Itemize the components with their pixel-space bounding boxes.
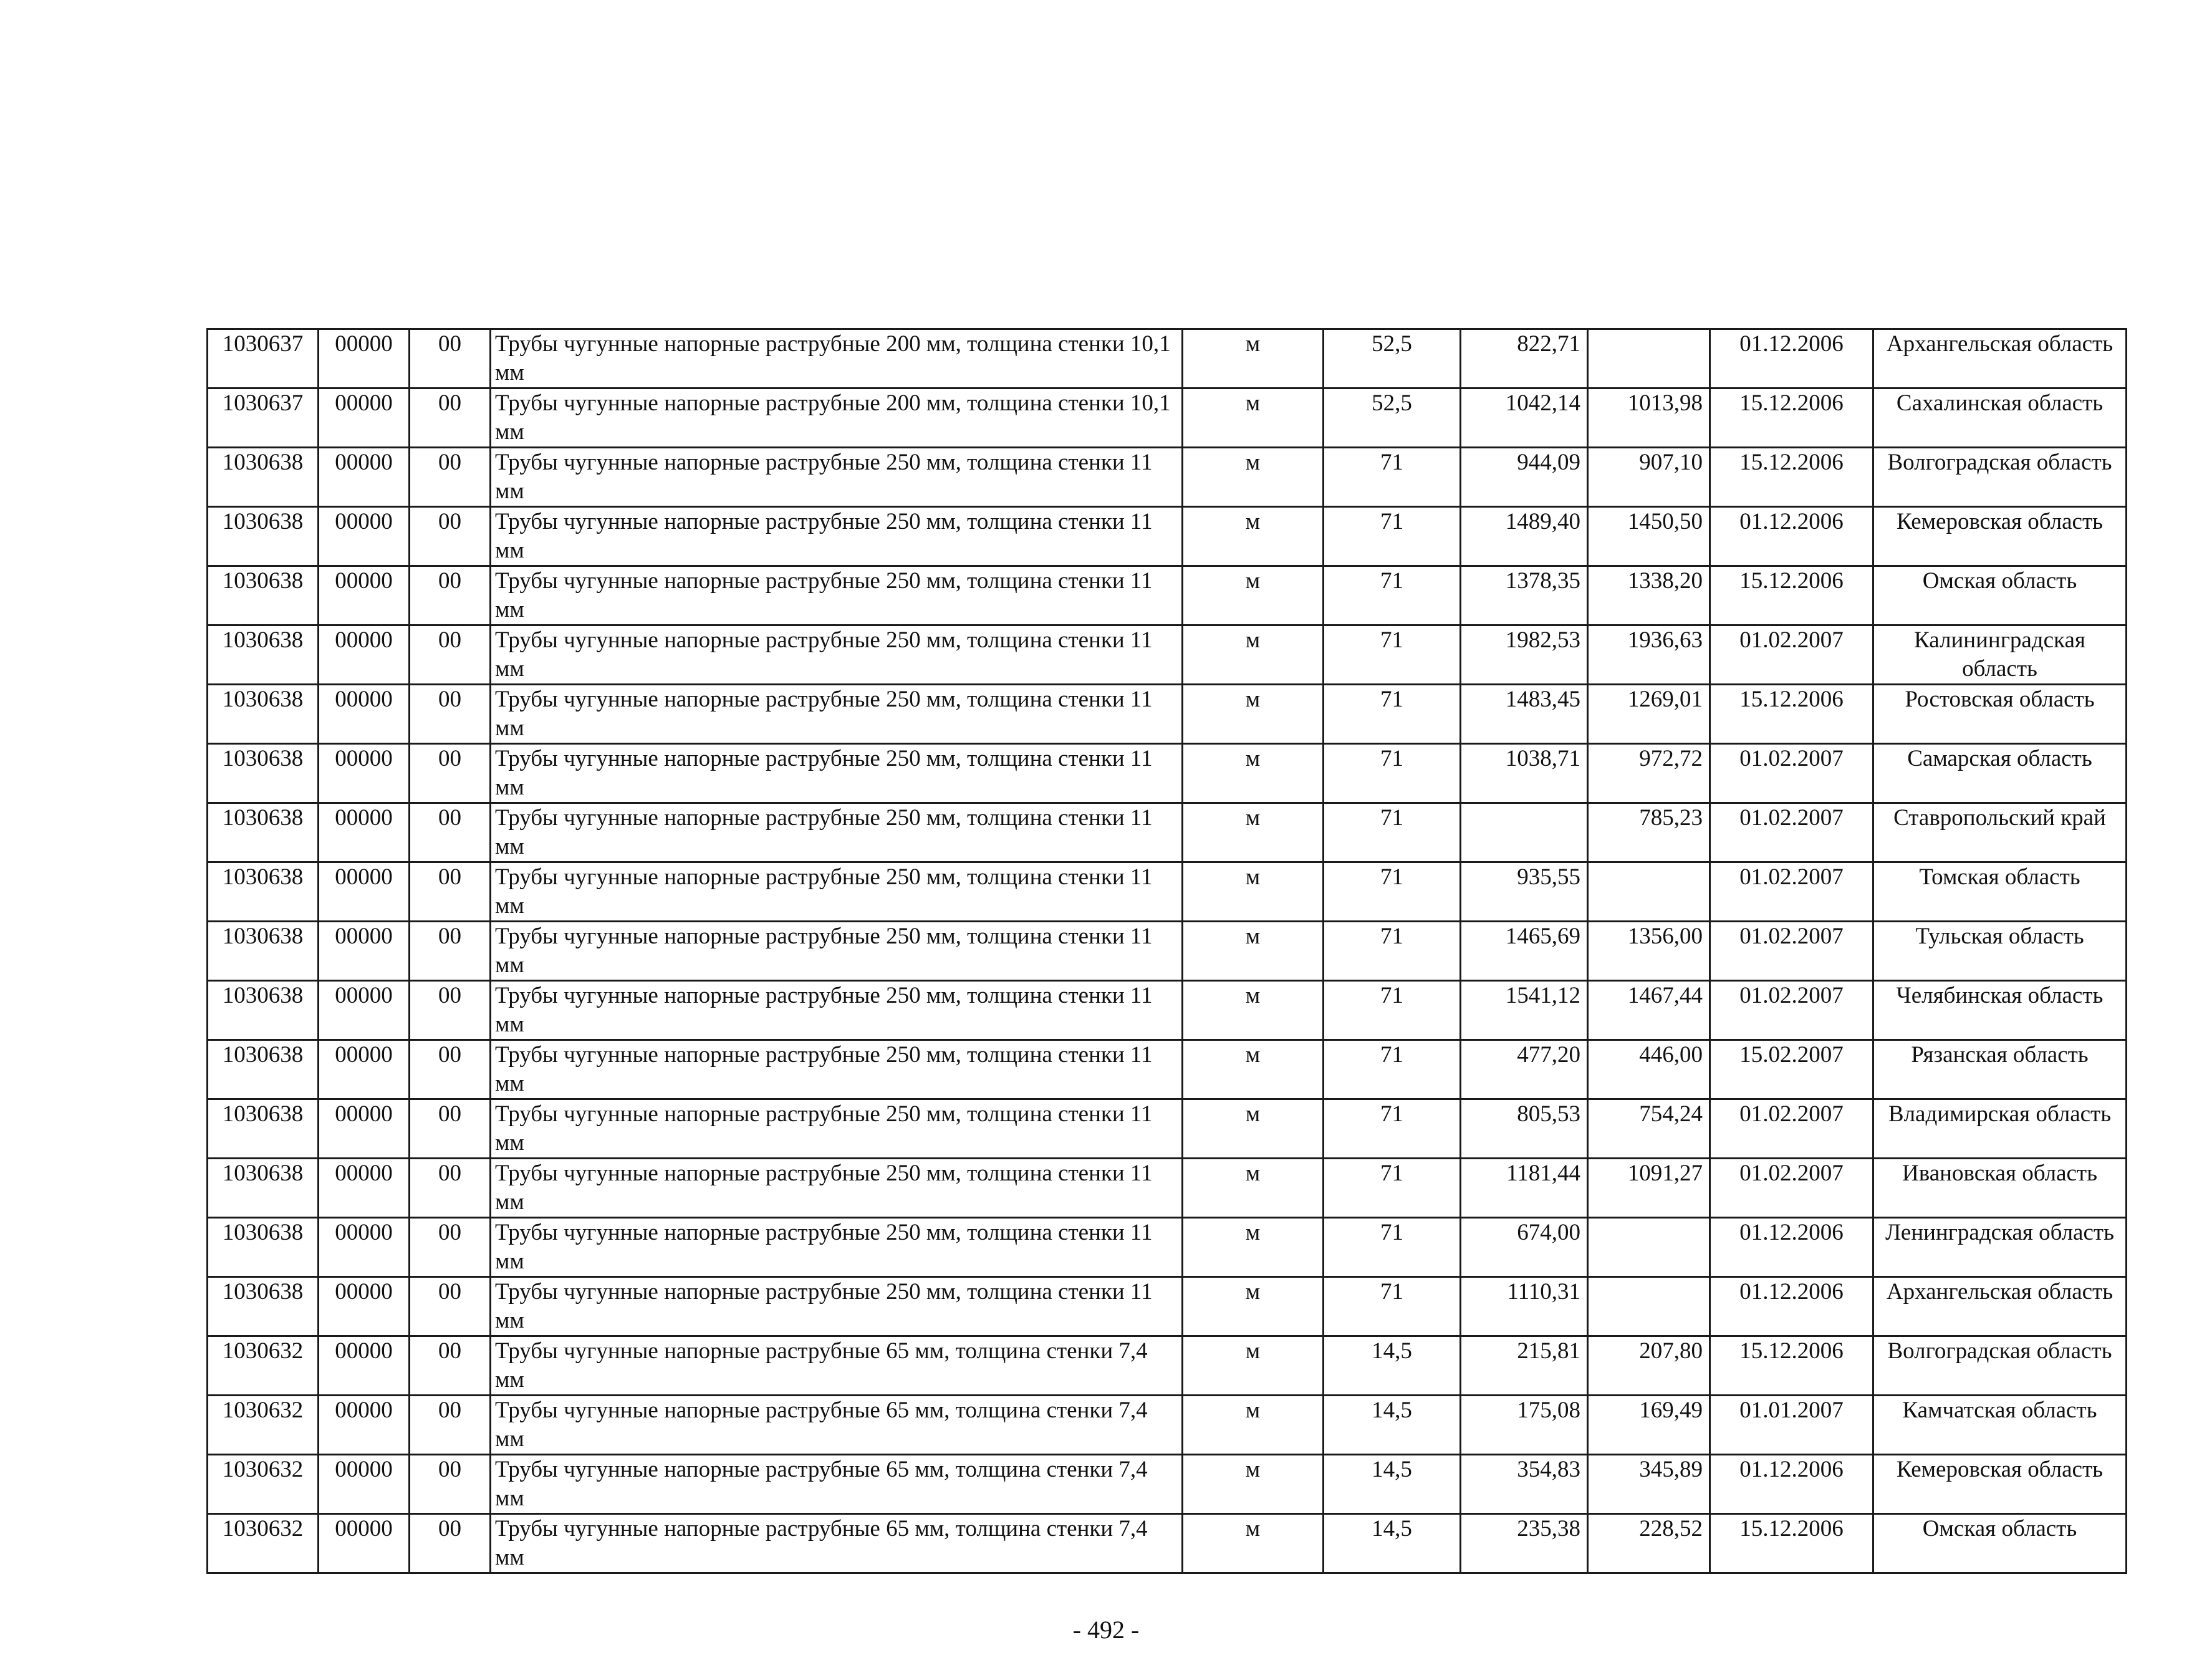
group-cell: 00 <box>410 1514 491 1573</box>
price-2-cell: 972,72 <box>1588 744 1710 803</box>
resource-name-cell: Трубы чугунные напорные раструбные 250 мм, толщина стенки 11 мм <box>491 981 1183 1040</box>
table-row <box>208 922 2127 981</box>
price-1-cell: 175,08 <box>1461 1396 1588 1455</box>
subcode-cell: 00000 <box>319 1218 410 1277</box>
date-cell: 01.01.2007 <box>1710 1396 1873 1455</box>
resource-code-cell: 1030638 <box>208 625 319 685</box>
resource-code-cell: 1030638 <box>208 1159 319 1218</box>
subcode-cell: 00000 <box>319 981 410 1040</box>
region-cell: Челябинская область <box>1873 981 2127 1040</box>
group-cell: 00 <box>410 1455 491 1514</box>
region-cell: Омская область <box>1873 566 2127 625</box>
price-1-cell: 1110,31 <box>1461 1277 1588 1336</box>
unit-cell: м <box>1183 1040 1324 1099</box>
date-cell: 01.02.2007 <box>1710 862 1873 922</box>
unit-cell: м <box>1183 1159 1324 1218</box>
price-2-cell: 228,52 <box>1588 1514 1710 1573</box>
price-2-cell <box>1588 1218 1710 1277</box>
group-cell: 00 <box>410 1277 491 1336</box>
resource-code-cell: 1030632 <box>208 1455 319 1514</box>
group-cell: 00 <box>410 803 491 862</box>
mass-cell: 14,5 <box>1324 1336 1461 1396</box>
group-cell: 00 <box>410 566 491 625</box>
group-cell: 00 <box>410 685 491 744</box>
mass-cell: 14,5 <box>1324 1455 1461 1514</box>
subcode-cell: 00000 <box>319 388 410 448</box>
price-1-cell: 1489,40 <box>1461 507 1588 566</box>
table-row <box>208 507 2127 566</box>
price-2-cell: 1450,50 <box>1588 507 1710 566</box>
resource-name-cell: Трубы чугунные напорные раструбные 200 мм, толщина стенки 10,1 мм <box>491 388 1183 448</box>
price-2-cell <box>1588 862 1710 922</box>
unit-cell: м <box>1183 862 1324 922</box>
mass-cell: 71 <box>1324 922 1461 981</box>
resource-name-cell: Трубы чугунные напорные раструбные 250 мм, толщина стенки 11 мм <box>491 922 1183 981</box>
price-2-cell: 446,00 <box>1588 1040 1710 1099</box>
unit-cell: м <box>1183 507 1324 566</box>
table-row <box>208 1218 2127 1277</box>
price-1-cell: 674,00 <box>1461 1218 1588 1277</box>
group-cell: 00 <box>410 448 491 507</box>
unit-cell: м <box>1183 625 1324 685</box>
resource-code-cell: 1030638 <box>208 566 319 625</box>
mass-cell: 71 <box>1324 625 1461 685</box>
unit-cell: м <box>1183 803 1324 862</box>
unit-cell: м <box>1183 566 1324 625</box>
unit-cell: м <box>1183 685 1324 744</box>
unit-cell: м <box>1183 1455 1324 1514</box>
region-cell: Волгоградская область <box>1873 1336 2127 1396</box>
resource-code-cell: 1030638 <box>208 1040 319 1099</box>
resource-code-cell: 1030638 <box>208 507 319 566</box>
region-cell: Кемеровская область <box>1873 507 2127 566</box>
mass-cell: 71 <box>1324 1099 1461 1159</box>
price-2-cell: 785,23 <box>1588 803 1710 862</box>
group-cell: 00 <box>410 329 491 388</box>
price-1-cell: 805,53 <box>1461 1099 1588 1159</box>
price-2-cell <box>1588 329 1710 388</box>
price-1-cell <box>1461 803 1588 862</box>
unit-cell: м <box>1183 1336 1324 1396</box>
table-row <box>208 1277 2127 1336</box>
region-cell: Самарская область <box>1873 744 2127 803</box>
table-row <box>208 1099 2127 1159</box>
price-2-cell: 207,80 <box>1588 1336 1710 1396</box>
group-cell: 00 <box>410 1040 491 1099</box>
mass-cell: 71 <box>1324 744 1461 803</box>
resource-code-cell: 1030637 <box>208 329 319 388</box>
price-2-cell: 1936,63 <box>1588 625 1710 685</box>
date-cell: 01.02.2007 <box>1710 1159 1873 1218</box>
mass-cell: 71 <box>1324 1218 1461 1277</box>
table-row <box>208 803 2127 862</box>
subcode-cell: 00000 <box>319 803 410 862</box>
resource-name-cell: Трубы чугунные напорные раструбные 250 мм, толщина стенки 11 мм <box>491 744 1183 803</box>
unit-cell: м <box>1183 1396 1324 1455</box>
table-row <box>208 1455 2127 1514</box>
table-row <box>208 1040 2127 1099</box>
resource-code-cell: 1030638 <box>208 685 319 744</box>
subcode-cell: 00000 <box>319 862 410 922</box>
mass-cell: 71 <box>1324 1040 1461 1099</box>
resource-code-cell: 1030637 <box>208 388 319 448</box>
region-cell: Архангельская область <box>1873 1277 2127 1336</box>
region-cell: Тульская область <box>1873 922 2127 981</box>
table-row <box>208 448 2127 507</box>
price-2-cell: 1338,20 <box>1588 566 1710 625</box>
table-row <box>208 1159 2127 1218</box>
group-cell: 00 <box>410 862 491 922</box>
unit-cell: м <box>1183 1514 1324 1573</box>
region-cell: Омская область <box>1873 1514 2127 1573</box>
unit-cell: м <box>1183 329 1324 388</box>
subcode-cell: 00000 <box>319 507 410 566</box>
date-cell: 01.02.2007 <box>1710 803 1873 862</box>
region-cell: Владимирская область <box>1873 1099 2127 1159</box>
table-row <box>208 981 2127 1040</box>
resource-name-cell: Трубы чугунные напорные раструбные 200 мм, толщина стенки 10,1 мм <box>491 329 1183 388</box>
group-cell: 00 <box>410 388 491 448</box>
group-cell: 00 <box>410 625 491 685</box>
mass-cell: 52,5 <box>1324 329 1461 388</box>
resource-name-cell: Трубы чугунные напорные раструбные 250 мм, толщина стенки 11 мм <box>491 685 1183 744</box>
resource-code-cell: 1030638 <box>208 1277 319 1336</box>
region-cell: Томская область <box>1873 862 2127 922</box>
unit-cell: м <box>1183 448 1324 507</box>
region-cell: Ростовская область <box>1873 685 2127 744</box>
price-1-cell: 354,83 <box>1461 1455 1588 1514</box>
unit-cell: м <box>1183 981 1324 1040</box>
resource-name-cell: Трубы чугунные напорные раструбные 65 мм, толщина стенки 7,4 мм <box>491 1514 1183 1573</box>
subcode-cell: 00000 <box>319 448 410 507</box>
date-cell: 01.12.2006 <box>1710 1277 1873 1336</box>
mass-cell: 14,5 <box>1324 1514 1461 1573</box>
subcode-cell: 00000 <box>319 566 410 625</box>
unit-cell: м <box>1183 1277 1324 1336</box>
mass-cell: 71 <box>1324 803 1461 862</box>
date-cell: 01.12.2006 <box>1710 1455 1873 1514</box>
date-cell: 15.12.2006 <box>1710 1514 1873 1573</box>
mass-cell: 71 <box>1324 507 1461 566</box>
mass-cell: 14,5 <box>1324 1396 1461 1455</box>
date-cell: 15.12.2006 <box>1710 566 1873 625</box>
unit-cell: м <box>1183 1218 1324 1277</box>
resource-name-cell: Трубы чугунные напорные раструбные 250 мм, толщина стенки 11 мм <box>491 566 1183 625</box>
group-cell: 00 <box>410 507 491 566</box>
mass-cell: 71 <box>1324 981 1461 1040</box>
price-2-cell: 1356,00 <box>1588 922 1710 981</box>
price-1-cell: 1982,53 <box>1461 625 1588 685</box>
mass-cell: 71 <box>1324 566 1461 625</box>
resource-name-cell: Трубы чугунные напорные раструбные 250 мм, толщина стенки 11 мм <box>491 625 1183 685</box>
price-1-cell: 1378,35 <box>1461 566 1588 625</box>
group-cell: 00 <box>410 981 491 1040</box>
price-2-cell: 907,10 <box>1588 448 1710 507</box>
price-2-cell: 1091,27 <box>1588 1159 1710 1218</box>
region-cell: Ленинградская область <box>1873 1218 2127 1277</box>
table-row <box>208 566 2127 625</box>
price-1-cell: 1465,69 <box>1461 922 1588 981</box>
price-1-cell: 944,09 <box>1461 448 1588 507</box>
date-cell: 15.12.2006 <box>1710 685 1873 744</box>
price-1-cell: 235,38 <box>1461 1514 1588 1573</box>
subcode-cell: 00000 <box>319 1455 410 1514</box>
subcode-cell: 00000 <box>319 1514 410 1573</box>
group-cell: 00 <box>410 1159 491 1218</box>
price-1-cell: 1483,45 <box>1461 685 1588 744</box>
date-cell: 01.12.2006 <box>1710 329 1873 388</box>
price-1-cell: 822,71 <box>1461 329 1588 388</box>
resource-code-cell: 1030638 <box>208 1099 319 1159</box>
resource-code-cell: 1030632 <box>208 1396 319 1455</box>
table-row <box>208 625 2127 685</box>
mass-cell: 71 <box>1324 448 1461 507</box>
price-2-cell: 345,89 <box>1588 1455 1710 1514</box>
price-1-cell: 1038,71 <box>1461 744 1588 803</box>
resource-code-cell: 1030632 <box>208 1336 319 1396</box>
resource-code-cell: 1030638 <box>208 862 319 922</box>
price-2-cell: 754,24 <box>1588 1099 1710 1159</box>
table-row <box>208 1396 2127 1455</box>
region-cell: Кемеровская область <box>1873 1455 2127 1514</box>
subcode-cell: 00000 <box>319 922 410 981</box>
price-1-cell: 1181,44 <box>1461 1159 1588 1218</box>
group-cell: 00 <box>410 1336 491 1396</box>
resource-name-cell: Трубы чугунные напорные раструбные 250 мм, толщина стенки 11 мм <box>491 448 1183 507</box>
date-cell: 01.02.2007 <box>1710 625 1873 685</box>
group-cell: 00 <box>410 1218 491 1277</box>
resource-name-cell: Трубы чугунные напорные раструбные 65 мм, толщина стенки 7,4 мм <box>491 1336 1183 1396</box>
date-cell: 01.12.2006 <box>1710 507 1873 566</box>
date-cell: 15.12.2006 <box>1710 448 1873 507</box>
date-cell: 15.02.2007 <box>1710 1040 1873 1099</box>
price-2-cell: 1013,98 <box>1588 388 1710 448</box>
region-cell: Сахалинская область <box>1873 388 2127 448</box>
resource-name-cell: Трубы чугунные напорные раструбные 250 мм, толщина стенки 11 мм <box>491 507 1183 566</box>
resource-code-cell: 1030638 <box>208 1218 319 1277</box>
subcode-cell: 00000 <box>319 1277 410 1336</box>
resource-code-cell: 1030632 <box>208 1514 319 1573</box>
subcode-cell: 00000 <box>319 1336 410 1396</box>
resource-code-cell: 1030638 <box>208 803 319 862</box>
region-cell: Калининградская область <box>1873 625 2127 685</box>
date-cell: 01.02.2007 <box>1710 1099 1873 1159</box>
price-1-cell: 477,20 <box>1461 1040 1588 1099</box>
subcode-cell: 00000 <box>319 329 410 388</box>
date-cell: 15.12.2006 <box>1710 1336 1873 1396</box>
group-cell: 00 <box>410 922 491 981</box>
resource-name-cell: Трубы чугунные напорные раструбные 250 мм, толщина стенки 11 мм <box>491 803 1183 862</box>
price-1-cell: 935,55 <box>1461 862 1588 922</box>
mass-cell: 71 <box>1324 1277 1461 1336</box>
price-table <box>206 328 2127 1574</box>
unit-cell: м <box>1183 1099 1324 1159</box>
unit-cell: м <box>1183 922 1324 981</box>
table-row <box>208 1336 2127 1396</box>
table-row <box>208 685 2127 744</box>
region-cell: Ивановская область <box>1873 1159 2127 1218</box>
subcode-cell: 00000 <box>319 1099 410 1159</box>
subcode-cell: 00000 <box>319 1040 410 1099</box>
price-1-cell: 215,81 <box>1461 1336 1588 1396</box>
resource-code-cell: 1030638 <box>208 744 319 803</box>
group-cell: 00 <box>410 1396 491 1455</box>
resource-name-cell: Трубы чугунные напорные раструбные 250 мм, толщина стенки 11 мм <box>491 862 1183 922</box>
date-cell: 15.12.2006 <box>1710 388 1873 448</box>
price-1-cell: 1042,14 <box>1461 388 1588 448</box>
resource-name-cell: Трубы чугунные напорные раструбные 65 мм, толщина стенки 7,4 мм <box>491 1396 1183 1455</box>
price-2-cell <box>1588 1277 1710 1336</box>
resource-code-cell: 1030638 <box>208 448 319 507</box>
resource-name-cell: Трубы чугунные напорные раструбные 250 мм, толщина стенки 11 мм <box>491 1159 1183 1218</box>
resource-code-cell: 1030638 <box>208 981 319 1040</box>
mass-cell: 71 <box>1324 685 1461 744</box>
subcode-cell: 00000 <box>319 1396 410 1455</box>
date-cell: 01.02.2007 <box>1710 922 1873 981</box>
price-2-cell: 1467,44 <box>1588 981 1710 1040</box>
resource-name-cell: Трубы чугунные напорные раструбные 250 мм, толщина стенки 11 мм <box>491 1040 1183 1099</box>
subcode-cell: 00000 <box>319 744 410 803</box>
subcode-cell: 00000 <box>319 625 410 685</box>
date-cell: 01.12.2006 <box>1710 1218 1873 1277</box>
resource-name-cell: Трубы чугунные напорные раструбные 250 мм, толщина стенки 11 мм <box>491 1099 1183 1159</box>
table-row <box>208 329 2127 388</box>
region-cell: Камчатская область <box>1873 1396 2127 1455</box>
table-row <box>208 862 2127 922</box>
table-row <box>208 744 2127 803</box>
resource-name-cell: Трубы чугунные напорные раструбные 250 мм, толщина стенки 11 мм <box>491 1277 1183 1336</box>
table-row <box>208 1514 2127 1573</box>
region-cell: Ставропольский край <box>1873 803 2127 862</box>
page-number: - 492 - <box>1072 1616 1140 1644</box>
price-2-cell: 169,49 <box>1588 1396 1710 1455</box>
group-cell: 00 <box>410 744 491 803</box>
region-cell: Архангельская область <box>1873 329 2127 388</box>
unit-cell: м <box>1183 744 1324 803</box>
table-body <box>208 329 2127 1573</box>
date-cell: 01.02.2007 <box>1710 981 1873 1040</box>
region-cell: Рязанская область <box>1873 1040 2127 1099</box>
unit-cell: м <box>1183 388 1324 448</box>
region-cell: Волгоградская область <box>1873 448 2127 507</box>
table-row <box>208 388 2127 448</box>
mass-cell: 52,5 <box>1324 388 1461 448</box>
mass-cell: 71 <box>1324 862 1461 922</box>
resource-name-cell: Трубы чугунные напорные раструбные 65 мм, толщина стенки 7,4 мм <box>491 1455 1183 1514</box>
resource-name-cell: Трубы чугунные напорные раструбные 250 мм, толщина стенки 11 мм <box>491 1218 1183 1277</box>
price-2-cell: 1269,01 <box>1588 685 1710 744</box>
subcode-cell: 00000 <box>319 685 410 744</box>
group-cell: 00 <box>410 1099 491 1159</box>
date-cell: 01.02.2007 <box>1710 744 1873 803</box>
price-1-cell: 1541,12 <box>1461 981 1588 1040</box>
resource-code-cell: 1030638 <box>208 922 319 981</box>
mass-cell: 71 <box>1324 1159 1461 1218</box>
subcode-cell: 00000 <box>319 1159 410 1218</box>
